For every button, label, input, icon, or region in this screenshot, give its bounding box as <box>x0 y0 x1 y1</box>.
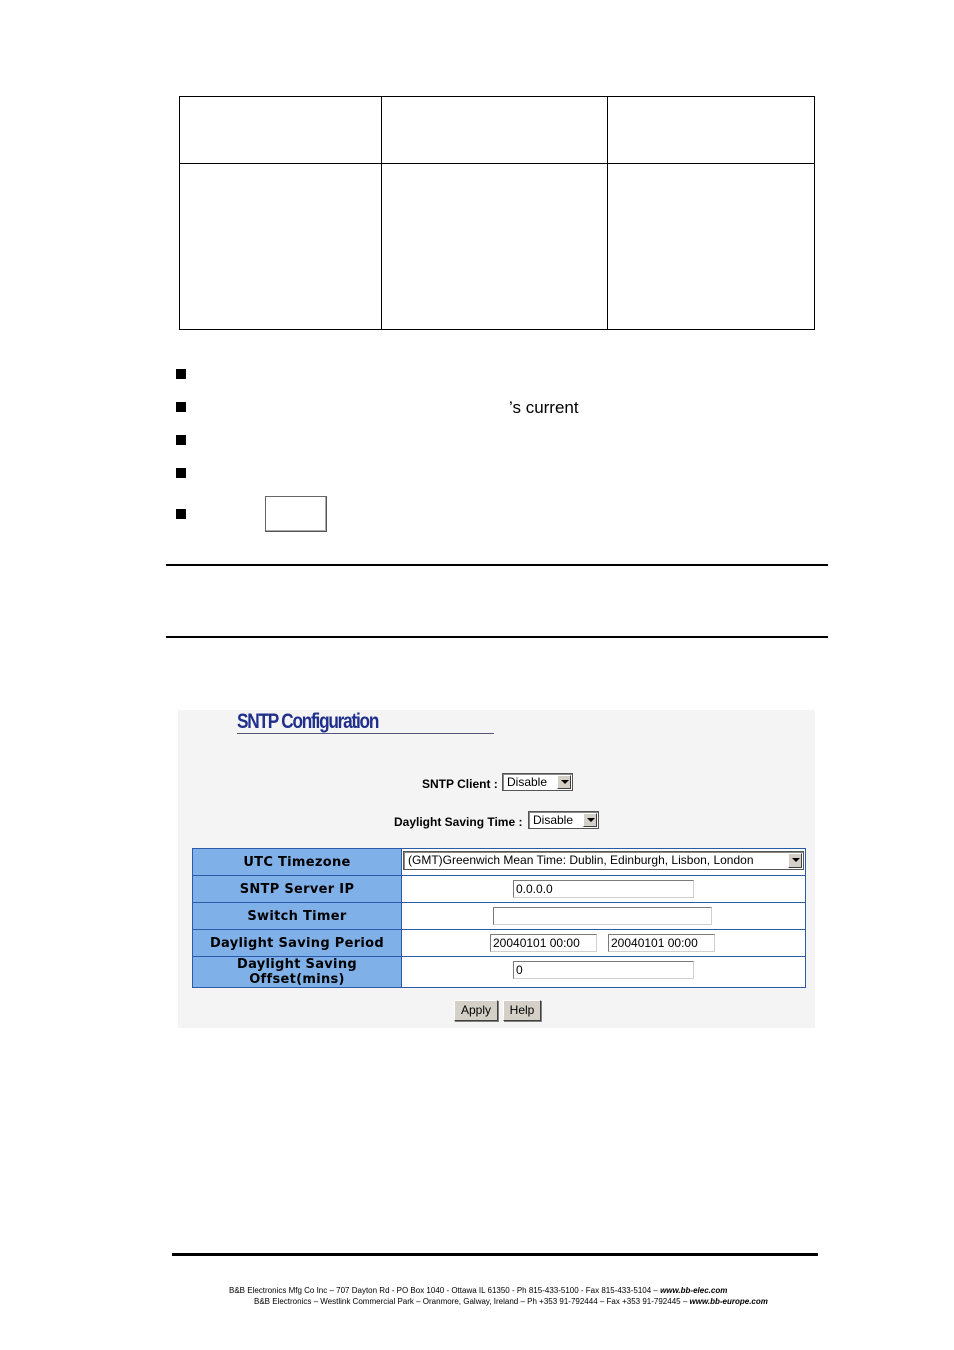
period-start-input[interactable]: 20040101 00:00 <box>490 934 597 952</box>
sntp-client-value: Disable <box>507 775 548 789</box>
sntp-client-select[interactable] <box>502 773 573 791</box>
sntp-client-label: SNTP Client : <box>422 777 498 791</box>
footer-rule <box>172 1253 818 1256</box>
daylight-saving-offset-cell <box>402 957 806 988</box>
footer-address-us: B&B Electronics Mfg Co Inc – 707 Dayton Rd - PO Box 1040 - Ottawa IL 61350 - Ph 815-433-5100 - Fax 815-433-5104 – <box>229 1286 661 1295</box>
daylight-saving-time-select[interactable] <box>528 811 599 829</box>
footer-line-2 <box>254 1297 768 1306</box>
bullet-square-icon <box>176 402 186 412</box>
daylight-saving-time-value: Disable <box>533 813 574 827</box>
daylight-saving-period-label: Daylight Saving Period <box>193 930 402 957</box>
footer-website-eu[interactable]: www.bb-europe.com <box>689 1297 768 1306</box>
apply-button[interactable]: Apply <box>454 1000 498 1021</box>
table-row <box>193 903 806 930</box>
table-cell <box>382 164 608 330</box>
switch-timer-input[interactable] <box>493 907 712 925</box>
sntp-server-ip-label: SNTP Server IP <box>193 876 402 903</box>
daylight-saving-offset-label: Daylight Saving Offset(mins) <box>193 957 402 988</box>
bullet-square-icon <box>176 468 186 478</box>
section-rule-top <box>166 564 828 566</box>
footer-address-eu: B&B Electronics – Westlink Commercial Park – Oranmore, Galway, Ireland – Ph +353 91-792444 – Fax +353 91-792445 – <box>254 1297 690 1306</box>
table-cell <box>382 97 608 164</box>
daylight-saving-period-cell <box>402 930 806 957</box>
table-cell <box>180 97 382 164</box>
bullet-square-icon <box>176 435 186 445</box>
table-row <box>193 849 806 876</box>
title-underline <box>237 733 494 734</box>
table-cell <box>608 97 815 164</box>
sntp-server-ip-cell <box>402 876 806 903</box>
empty-table <box>179 96 815 330</box>
sntp-config-panel <box>178 710 815 1028</box>
switch-timer-label: Switch Timer <box>193 903 402 930</box>
chevron-down-icon[interactable] <box>583 813 597 827</box>
utc-timezone-cell <box>402 849 806 876</box>
section-rule-bottom <box>166 636 828 638</box>
chevron-down-icon[interactable] <box>557 775 571 789</box>
table-cell <box>180 164 382 330</box>
daylight-saving-offset-input[interactable]: 0 <box>513 961 694 979</box>
bullet-square-icon <box>176 369 186 379</box>
bullet-text: ’s current <box>509 398 579 417</box>
blank-button-graphic <box>265 496 327 532</box>
chevron-down-icon[interactable] <box>788 853 802 868</box>
help-button[interactable]: Help <box>503 1000 541 1021</box>
switch-timer-cell <box>402 903 806 930</box>
sntp-server-ip-input[interactable]: 0.0.0.0 <box>513 880 694 898</box>
footer-website-us[interactable]: www.bb-elec.com <box>660 1286 728 1295</box>
table-row <box>193 930 806 957</box>
table-cell <box>608 164 815 330</box>
footer-line-1 <box>229 1286 727 1295</box>
sntp-title: SNTP Configuration <box>237 710 379 733</box>
sntp-settings-table <box>192 848 806 988</box>
utc-timezone-label: UTC Timezone <box>193 849 402 876</box>
daylight-saving-time-label: Daylight Saving Time : <box>394 815 523 829</box>
table-row <box>193 876 806 903</box>
utc-timezone-value: (GMT)Greenwich Mean Time: Dublin, Edinburgh, Lisbon, London <box>408 853 754 867</box>
utc-timezone-select[interactable] <box>403 851 804 870</box>
table-row <box>193 957 806 988</box>
bullet-square-icon <box>176 509 186 519</box>
period-end-input[interactable]: 20040101 00:00 <box>608 934 715 952</box>
